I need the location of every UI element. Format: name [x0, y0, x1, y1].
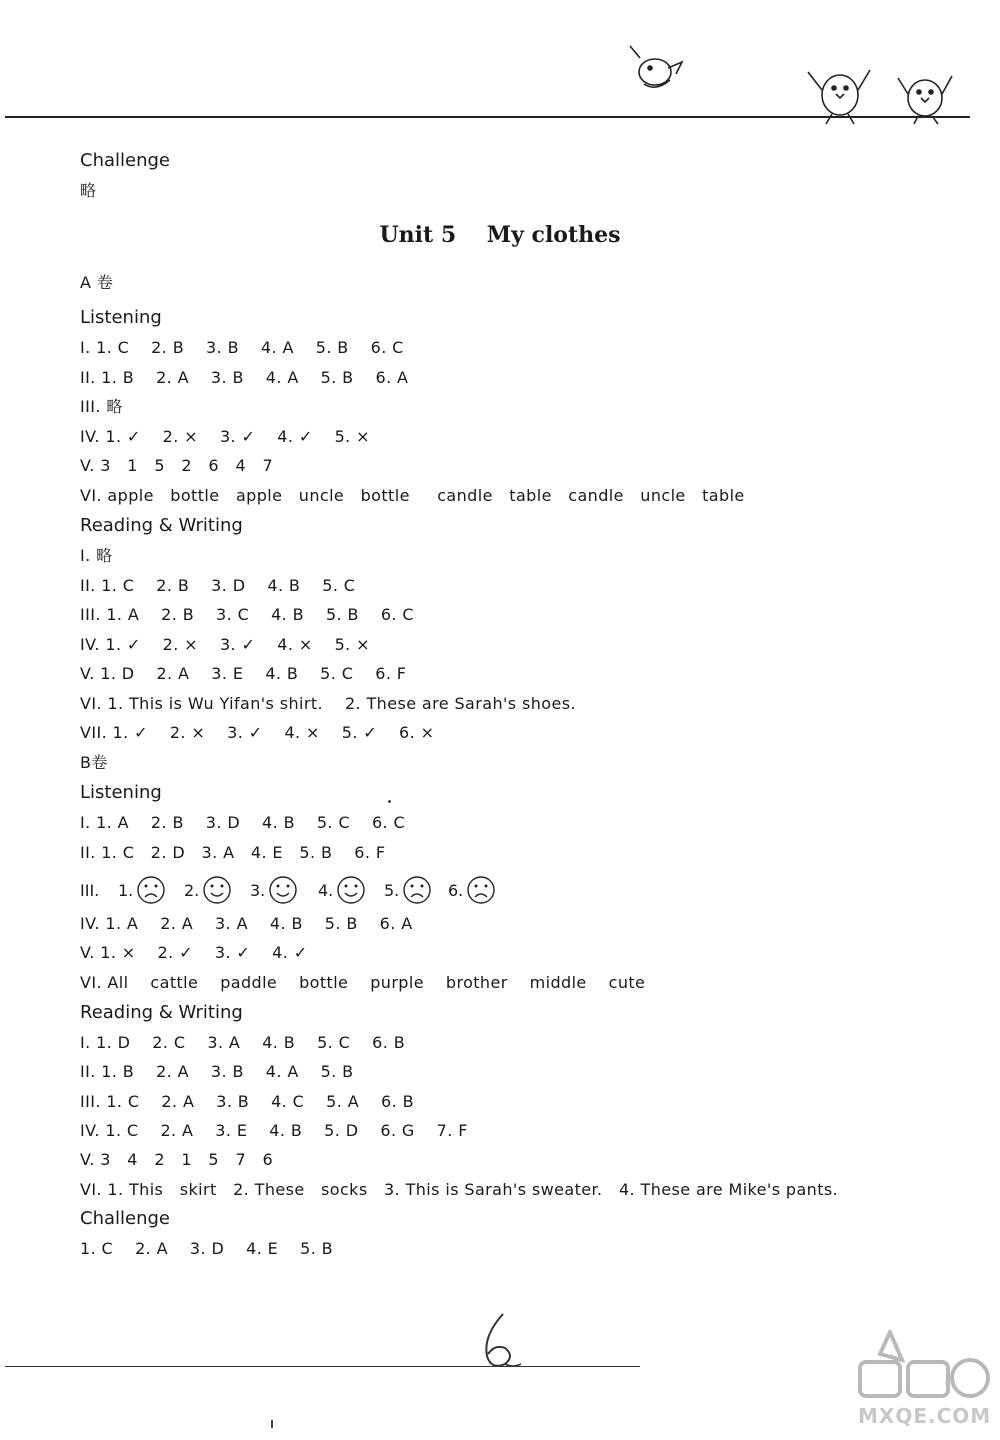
footer-rule	[5, 1366, 640, 1367]
face-number: 3.	[250, 881, 266, 900]
a-rw-heading: Reading & Writing	[80, 515, 243, 536]
answer-line: VI. All cattle paddle bottle purple brother middle cute	[80, 973, 646, 992]
answer-line: V. 3 4 2 1 5 7 6	[80, 1150, 274, 1169]
b-listening-heading: Listening	[80, 782, 162, 803]
answer-line: VII. 1. ✓ 2. × 3. ✓ 4. × 5. ✓ 6. ×	[80, 723, 435, 742]
faces-prefix: III.	[80, 881, 100, 900]
answer-line: II. 1. B 2. A 3. B 4. A 5. B	[80, 1062, 354, 1081]
answer-line: IV. 1. ✓ 2. × 3. ✓ 4. × 5. ×	[80, 635, 370, 654]
sad-face-icon	[466, 875, 496, 905]
watermark-text: MXQE.COM	[858, 1404, 992, 1428]
sad-face-icon	[402, 875, 432, 905]
face-number: 2.	[184, 881, 200, 900]
answer-line: 1. C 2. A 3. D 4. E 5. B	[80, 1239, 334, 1258]
answer-line: IV. 1. C 2. A 3. E 4. B 5. D 6. G 7. F	[80, 1121, 468, 1140]
answer-line: V. 1. × 2. ✓ 3. ✓ 4. ✓	[80, 943, 308, 962]
answer-line: II. 1. C 2. B 3. D 4. B 5. C	[80, 576, 356, 595]
face-number: 1.	[118, 881, 134, 900]
face-answer	[118, 874, 133, 908]
volume-b-label: B卷	[80, 753, 108, 772]
happy-face-icon	[336, 875, 366, 905]
face-answer	[448, 874, 463, 908]
answer-line: I. 略	[80, 546, 113, 565]
face-number: 4.	[318, 881, 334, 900]
answer-line: I. 1. D 2. C 3. A 4. B 5. C 6. B	[80, 1033, 406, 1052]
answer-line: V. 1. D 2. A 3. E 4. B 5. C 6. F	[80, 664, 407, 683]
unit-title: Unit 5 My clothes	[379, 222, 621, 248]
a-listening-heading: Listening	[80, 307, 162, 328]
challenge-content: 略	[80, 181, 97, 200]
page-number-handwritten	[475, 1310, 525, 1372]
stray-mark	[271, 1420, 273, 1428]
answer-line: VI. apple bottle apple uncle bottle candle table candle uncle table	[80, 486, 745, 505]
face-answer	[384, 874, 399, 908]
answer-line: III. 1. A 2. B 3. C 4. B 5. B 6. C	[80, 605, 414, 624]
face-answer	[250, 874, 265, 908]
face-answer	[318, 874, 333, 908]
answer-line: III. 略	[80, 397, 123, 416]
answer-line: IV. 1. ✓ 2. × 3. ✓ 4. ✓ 5. ×	[80, 427, 370, 446]
header-rule	[5, 116, 970, 118]
b-challenge-heading: Challenge	[80, 1208, 170, 1229]
answer-line: II. 1. C 2. D 3. A 4. E 5. B 6. F	[80, 843, 386, 862]
answer-line: I. 1. C 2. B 3. B 4. A 5. B 6. C	[80, 338, 404, 357]
answer-line: I. 1. A 2. B 3. D 4. B 5. C 6. C	[80, 813, 406, 832]
face-answer	[184, 874, 199, 908]
happy-face-icon	[268, 875, 298, 905]
face-number: 6.	[448, 881, 464, 900]
answer-line: III. 1. C 2. A 3. B 4. C 5. A 6. B	[80, 1092, 414, 1111]
b-rw-heading: Reading & Writing	[80, 1002, 243, 1023]
answer-line: II. 1. B 2. A 3. B 4. A 5. B 6. A	[80, 368, 409, 387]
face-number: 5.	[384, 881, 400, 900]
answer-line: IV. 1. A 2. A 3. A 4. B 5. B 6. A	[80, 914, 413, 933]
answer-line: V. 3 1 5 2 6 4 7	[80, 456, 274, 475]
happy-face-icon	[202, 875, 232, 905]
sad-face-icon	[136, 875, 166, 905]
challenge-heading: Challenge	[80, 150, 170, 171]
volume-a-label: A 卷	[80, 273, 114, 292]
stray-dot	[388, 800, 391, 803]
answer-line: VI. 1. This is Wu Yifan's shirt. 2. These are Sarah's shoes.	[80, 694, 576, 713]
answer-line: VI. 1. This skirt 2. These socks 3. This is Sarah's sweater. 4. These are Mike's pants.	[80, 1180, 839, 1199]
